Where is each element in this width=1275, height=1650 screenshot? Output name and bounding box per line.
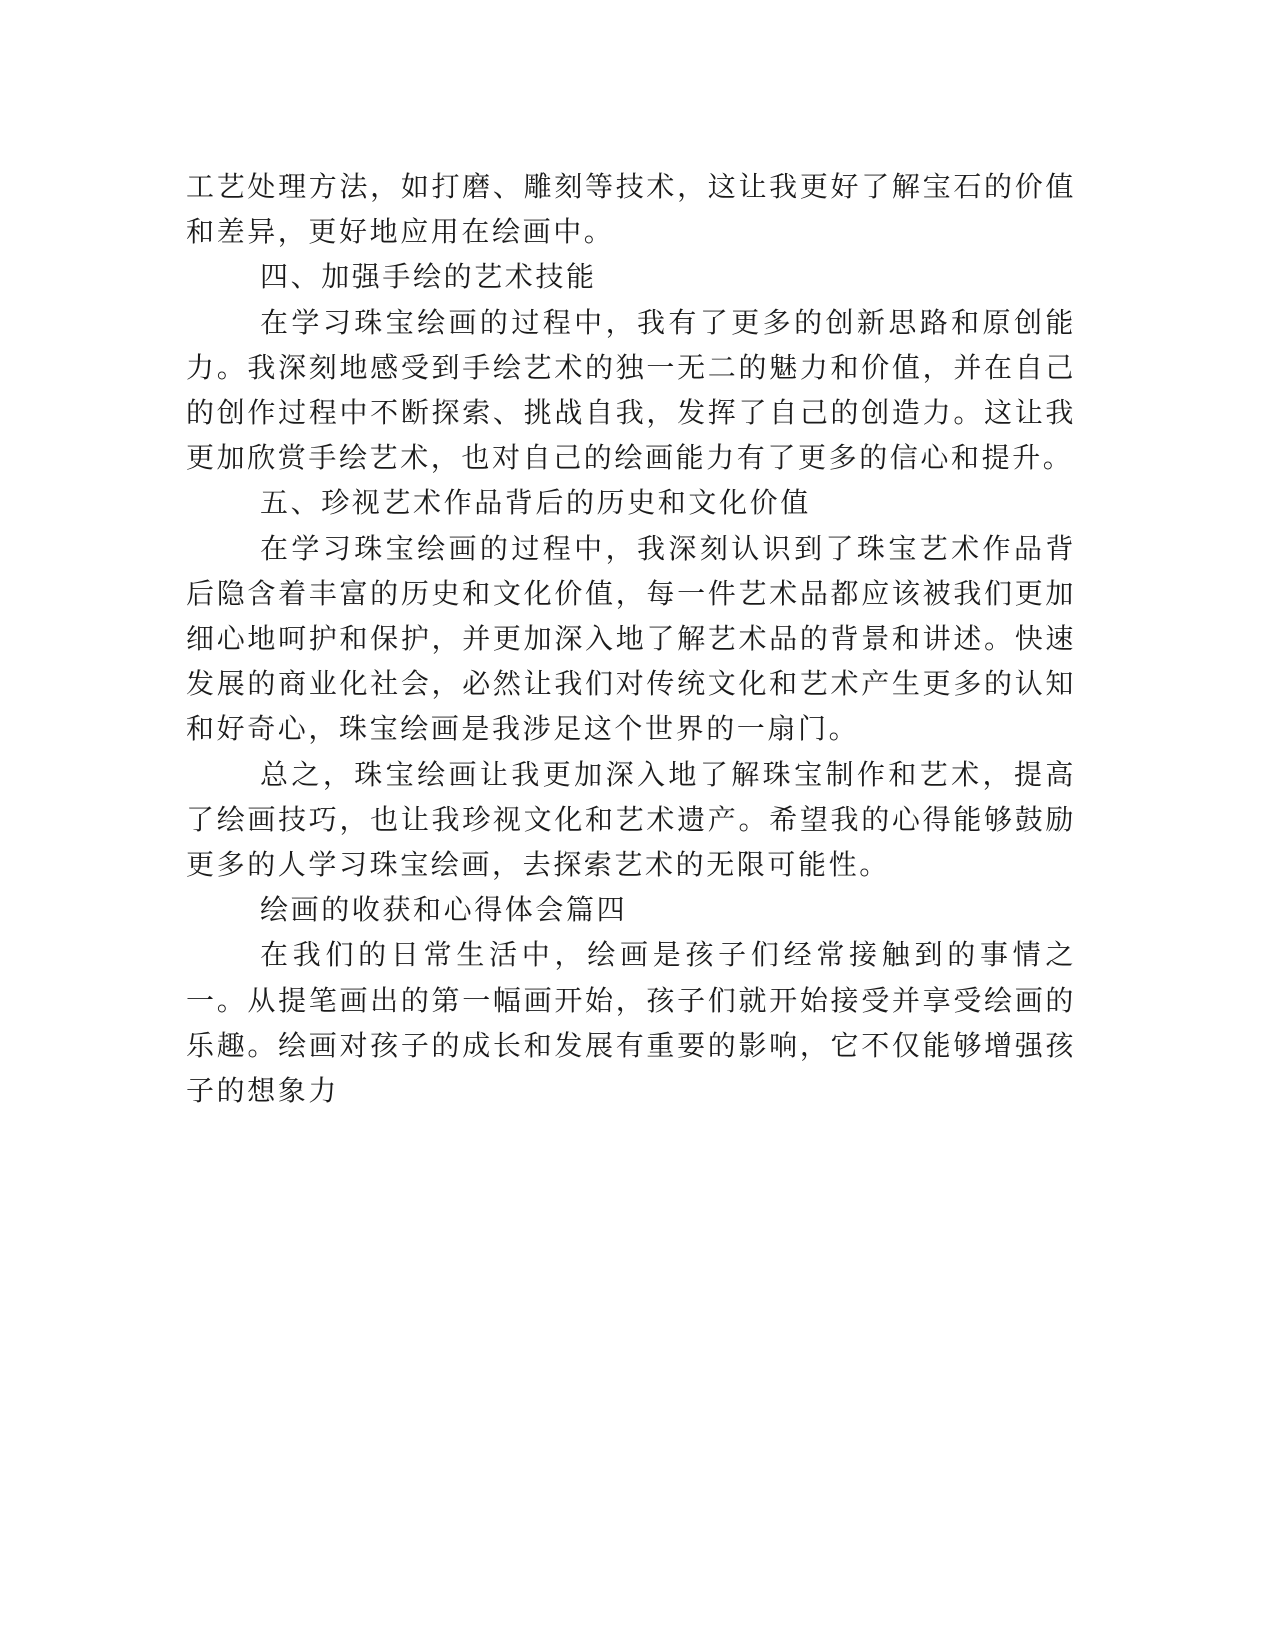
paragraph-continuation: 工艺处理方法，如打磨、雕刻等技术，这让我更好了解宝石的价值和差异，更好地应用在绘画中。 [186,170,1076,249]
document-body [186,164,1076,1113]
section-heading-five: 五、珍视艺术作品背后的历史和文化价值 [260,486,811,520]
paragraph: 在学习珠宝绘画的过程中，我深刻认识到了珠宝艺术作品背后隐含着丰富的历史和文化价值，每一件艺术品都应该被我们更加细心地呵护和保护，并更加深入地了解艺术品的背景和讲述。快速发展的商业化社会，必然让我们对传统文化和艺术产生更多的认知和好奇心，珠宝绘画是我涉足这个世界的一扇门。 [186,531,1076,746]
section-heading-four: 四、加强手绘的艺术技能 [260,260,597,294]
paragraph-conclusion: 总之，珠宝绘画让我更加深入地了解珠宝制作和艺术，提高了绘画技巧，也让我珍视文化和艺术遗产。希望我的心得能够鼓励更多的人学习珠宝绘画，去探索艺术的无限可能性。 [186,757,1076,882]
article-title-part-four: 绘画的收获和心得体会篇四 [260,893,628,927]
paragraph: 在学习珠宝绘画的过程中，我有了更多的创新思路和原创能力。我深刻地感受到手绘艺术的独一无二的魅力和价值，并在自己的创作过程中不断探索、挑战自我，发挥了自己的创造力。这让我更加欣赏手绘艺术，也对自己的绘画能力有了更多的信心和提升。 [186,305,1076,475]
paragraph: 在我们的日常生活中，绘画是孩子们经常接触到的事情之一。从提笔画出的第一幅画开始，孩子们就开始接受并享受绘画的乐趣。绘画对孩子的成长和发展有重要的影响，它不仅能够增强孩子的想象力 [186,938,1076,1108]
